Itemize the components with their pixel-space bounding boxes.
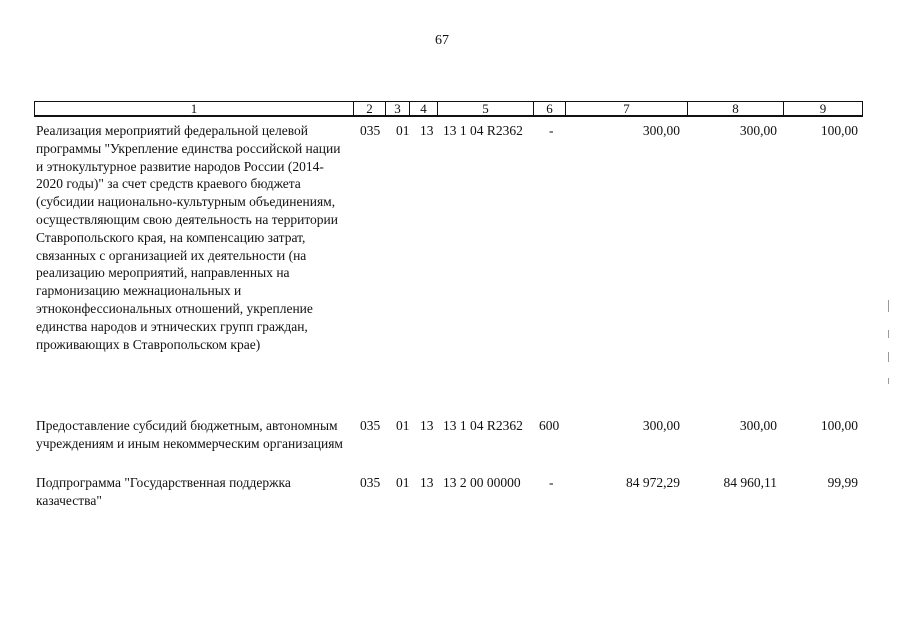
row-pr: 13 bbox=[420, 475, 434, 490]
row-fact: 300,00 bbox=[739, 123, 777, 138]
row-name: Реализация мероприятий федеральной целевой программы "Укрепление единства российской нации и этнокультурное развитие народов России (2014-2020 годы)" за счет средств краевого бюджета (субсидии национально-культурным объединениям, осуществляющим свою деятельность на территории Ставропольского края, на компенсацию затрат, связанных с организацией их деятельности (на реализацию мероприятий, направленных на гармонизацию межнациональных и этноконфессиональных отношений, укрепление единства народов и этнических групп граждан, проживающих в Ставропольском крае) bbox=[36, 123, 341, 352]
header-col-4: 4 bbox=[409, 102, 437, 115]
header-col-6: 6 bbox=[533, 102, 565, 115]
row-vr: - bbox=[549, 123, 554, 138]
header-col-2: 2 bbox=[353, 102, 385, 115]
row-ved: 035 bbox=[360, 123, 381, 138]
row-name: Подпрограмма "Государственная поддержка казачества" bbox=[36, 475, 291, 508]
table-row bbox=[34, 417, 863, 471]
row-plan: 300,00 bbox=[642, 418, 680, 433]
scan-mark bbox=[888, 378, 889, 384]
row-pr: 13 bbox=[420, 418, 434, 433]
header-col-7: 7 bbox=[565, 102, 687, 115]
scan-mark bbox=[888, 352, 889, 362]
row-pct: 100,00 bbox=[820, 123, 858, 138]
row-plan: 300,00 bbox=[642, 123, 680, 138]
row-fact: 300,00 bbox=[739, 418, 777, 433]
row-rz: 01 bbox=[396, 123, 410, 138]
header-col-3: 3 bbox=[385, 102, 409, 115]
header-col-9: 9 bbox=[783, 102, 862, 115]
row-rz: 01 bbox=[396, 475, 410, 490]
scan-mark bbox=[888, 300, 889, 312]
header-col-5: 5 bbox=[437, 102, 533, 115]
header-col-8: 8 bbox=[687, 102, 783, 115]
row-vr: 600 bbox=[539, 418, 560, 433]
table-header bbox=[34, 101, 863, 117]
row-pct: 99,99 bbox=[827, 475, 858, 490]
row-rz: 01 bbox=[396, 418, 410, 433]
row-vr: - bbox=[549, 475, 554, 490]
row-name: Предоставление субсидий бюджетным, автономным учреждениям и иным некоммерческим организациям bbox=[36, 418, 343, 451]
row-ved: 035 bbox=[360, 475, 381, 490]
row-pr: 13 bbox=[420, 123, 434, 138]
table-row bbox=[34, 122, 863, 382]
scan-mark bbox=[888, 330, 889, 338]
row-csr: 13 1 04 R2362 bbox=[443, 123, 523, 138]
row-plan: 84 972,29 bbox=[626, 475, 680, 490]
table-row bbox=[34, 474, 863, 510]
header-col-1: 1 bbox=[190, 101, 198, 116]
row-pct: 100,00 bbox=[820, 418, 858, 433]
row-ved: 035 bbox=[360, 418, 381, 433]
row-csr: 13 2 00 00000 bbox=[443, 475, 521, 490]
page-number: 67 bbox=[435, 33, 449, 48]
row-fact: 84 960,11 bbox=[723, 475, 777, 490]
row-csr: 13 1 04 R2362 bbox=[443, 418, 523, 433]
